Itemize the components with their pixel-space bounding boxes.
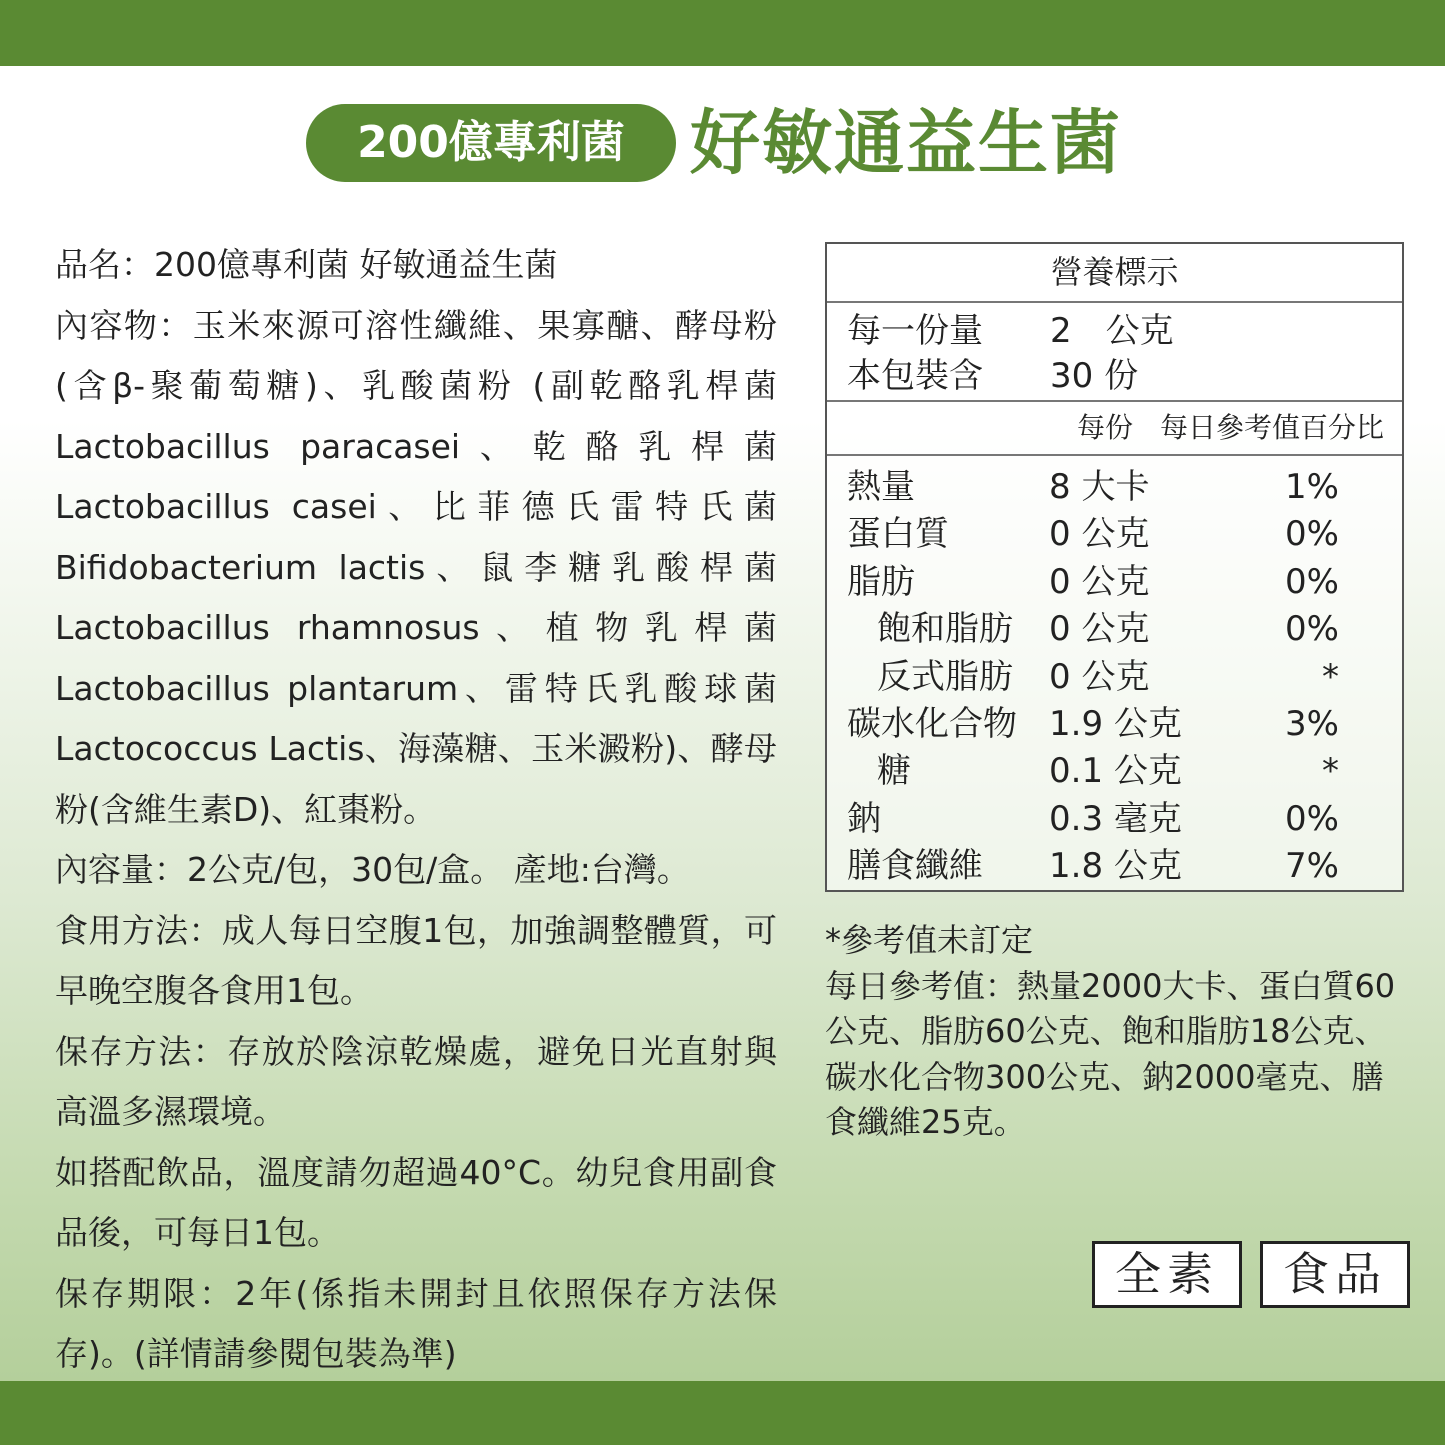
nutrition-rows [827, 456, 1402, 891]
nutrition-row [827, 559, 1402, 606]
serving-info [827, 303, 1402, 402]
nutrition-notes [825, 918, 1405, 1146]
nutrition-row [827, 464, 1402, 511]
nutrient-name: 反式脂肪 [877, 656, 1013, 697]
nutrient-name: 糖 [877, 751, 911, 792]
nutrient-name: 蛋白質 [847, 514, 949, 555]
product-title: 好敏通益生菌 [690, 102, 1122, 184]
nutrition-row [827, 843, 1402, 890]
nutrient-name: 熱量 [847, 467, 915, 507]
nutrient-percent: 1% [1285, 467, 1339, 507]
shelf-life: 保存期限：2年(係指未開封且依照保存方法保存)。(詳情請參閱包裝為準) [55, 1273, 777, 1373]
top-banner [0, 0, 1445, 66]
nutrition-table [825, 242, 1404, 892]
nutrition-row [827, 796, 1402, 843]
nutrition-row [827, 701, 1402, 748]
serving-size-value: 2 公克 [1050, 311, 1174, 351]
nutrient-percent: 0% [1285, 561, 1339, 602]
nutrient-percent: 3% [1285, 704, 1339, 745]
servings-value: 30 份 [1050, 356, 1139, 396]
nutrient-percent: 7% [1285, 846, 1339, 887]
nutrient-value: 0 公克 [1049, 656, 1150, 697]
vegan-badge: 全素 [1092, 1241, 1242, 1308]
storage-method: 保存方法：存放於陰涼乾燥處，避免日光直射與高溫多濕環境。 [55, 1031, 777, 1131]
per-serving-header: 每份 [1077, 411, 1134, 444]
nutrient-name: 膳食纖維 [847, 846, 983, 887]
food-badge: 食品 [1260, 1241, 1410, 1308]
nutrient-value: 1.8 公克 [1049, 846, 1182, 887]
product-badge: 200億專利菌 [306, 104, 676, 182]
beverage-note: 如搭配飲品，溫度請勿超過40°C。幼兒食用副食品後，可每日1包。 [55, 1152, 777, 1252]
product-description [55, 235, 777, 1385]
nutrient-percent: * [1322, 656, 1339, 697]
nutrient-value: 0 公克 [1049, 514, 1150, 555]
nutrient-name: 飽和脂肪 [877, 609, 1013, 650]
footnote: *參考值未訂定 [825, 921, 1034, 959]
nutrient-value: 0 公克 [1049, 561, 1150, 602]
nutrient-value: 0.3 毫克 [1049, 798, 1182, 839]
nutrient-percent: 0% [1285, 609, 1339, 650]
certification-badges [1092, 1241, 1410, 1308]
ingredients: 內容物：玉米來源可溶性纖維、果寡醣、酵母粉(含β-聚葡萄糖)、乳酸菌粉 (副乾酪乳桿菌Lactobacillus paracasei、乾酪乳桿菌Lactobacillus casei、比菲德氏雷特氏菌Bifidobacterium lactis、鼠李糖乳酸桿菌Lactobacillus rhamnosus、植物乳桿菌Lactobacillus plantarum、雷特氏乳酸球菌Lactococcus Lactis、海藻糖、玉米澱粉)、酵母粉(含維生素D)、紅棗粉。 [55, 305, 777, 829]
nutrient-name: 碳水化合物 [847, 704, 1017, 745]
usage-directions: 食用方法：成人每日空腹1包，加強調整體質，可早晚空腹各食用1包。 [55, 910, 777, 1010]
title-row [0, 100, 1445, 186]
nutrition-row [827, 511, 1402, 558]
product-name: 品名：200億專利菌 好敏通益生菌 [55, 245, 558, 284]
bottom-banner [0, 1381, 1445, 1445]
daily-value-header: 每日參考值百分比 [1160, 411, 1385, 444]
nutrient-name: 鈉 [847, 798, 881, 839]
nutrition-row [827, 748, 1402, 795]
nutrient-value: 1.9 公克 [1049, 704, 1182, 745]
nutrient-name: 脂肪 [847, 561, 915, 602]
nutrient-value: 8 大卡 [1049, 467, 1150, 507]
nutrient-value: 0 公克 [1049, 609, 1150, 650]
nutrient-value: 0.1 公克 [1049, 751, 1182, 792]
nutrient-percent: * [1322, 751, 1339, 792]
nutrition-row [827, 654, 1402, 701]
net-content-origin: 內容量：2公克/包，30包/盒。 產地:台灣。 [55, 850, 690, 889]
nutrient-percent: 0% [1285, 798, 1339, 839]
nutrient-percent: 0% [1285, 514, 1339, 555]
nutrition-title: 營養標示 [827, 244, 1402, 303]
nutrition-column-header [827, 402, 1402, 456]
daily-reference-values: 每日參考值：熱量2000大卡、蛋白質60公克、脂肪60公克、飽和脂肪18公克、碳水化合物300公克、鈉2000毫克、膳食纖維25克。 [825, 966, 1396, 1141]
servings-label: 本包裝含 [847, 356, 983, 396]
serving-size-label: 每一份量 [847, 311, 983, 351]
nutrition-row [827, 606, 1402, 653]
